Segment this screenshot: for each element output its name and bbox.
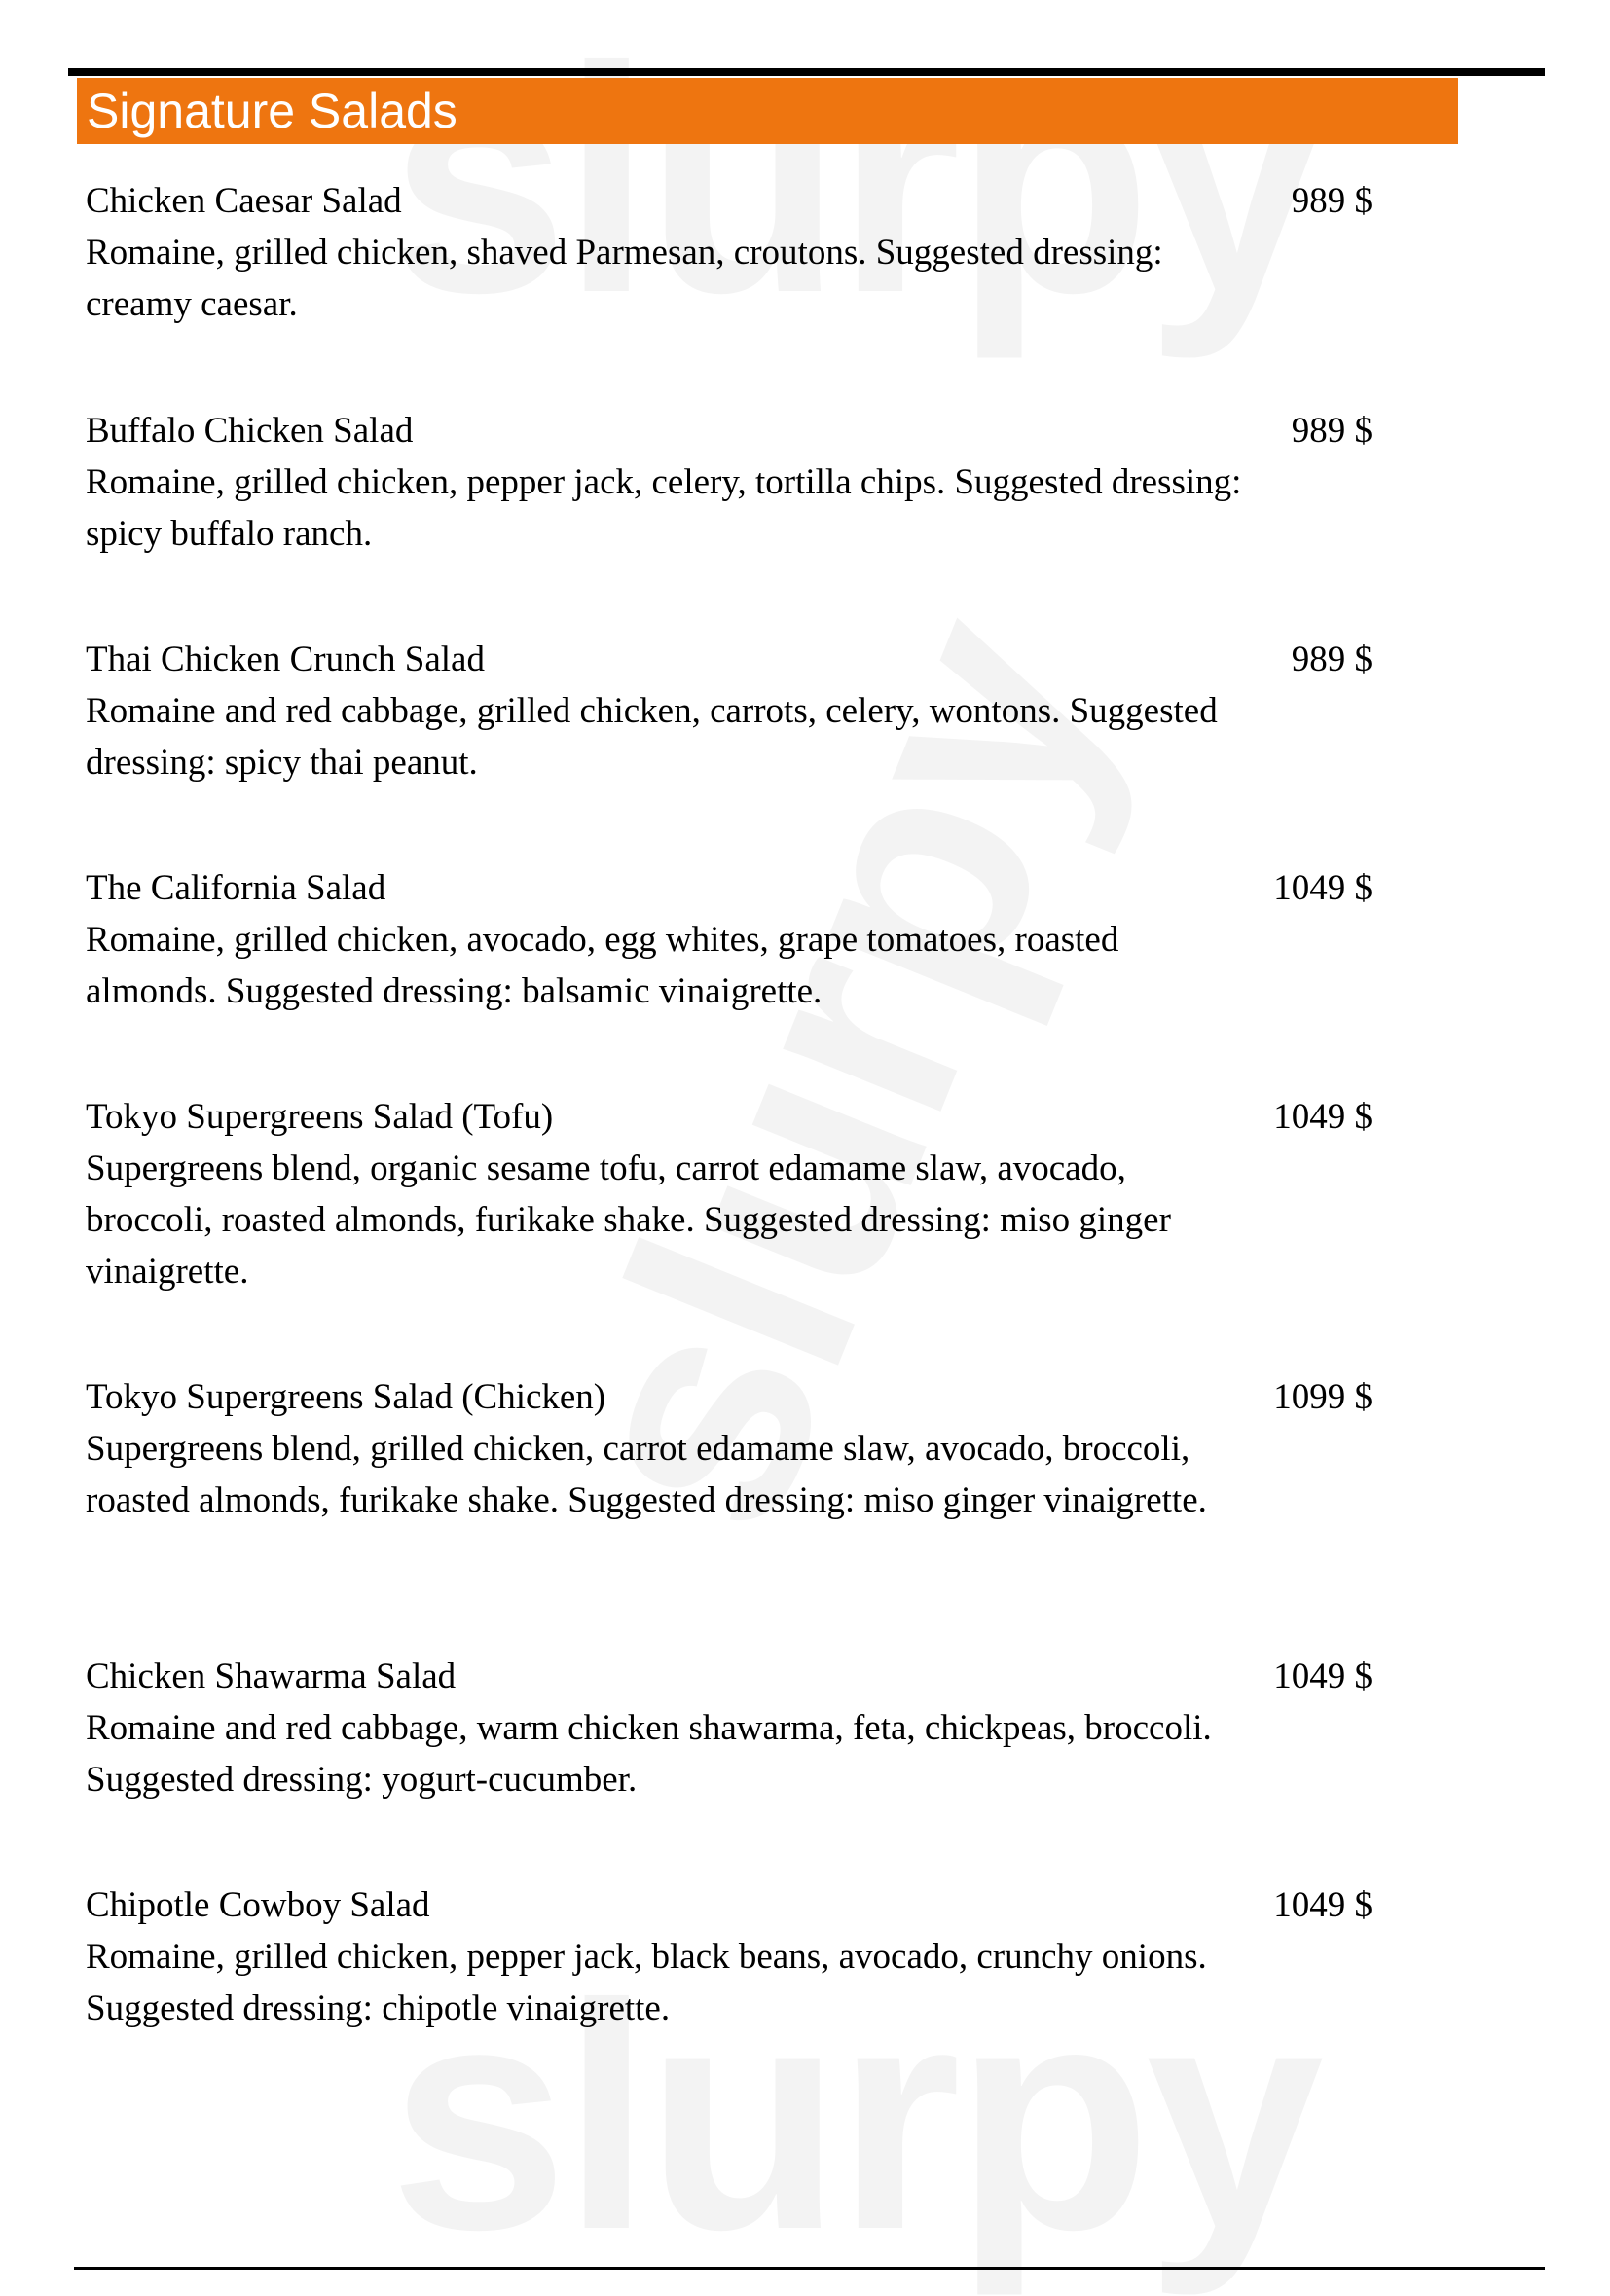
menu-item [86,405,1380,560]
menu-item [86,1091,1380,1297]
menu-item-description: Supergreens blend, grilled chicken, carrot edamame slaw, avocado, broccoli, roasted almonds, furikake shake. Suggested dressing: miso ginger vinaigrette. [86,1429,1207,1520]
menu-item-description: Romaine and red cabbage, warm chicken shawarma, feta, chickpeas, broccoli. Suggested dressing: yogurt-cucumber. [86,1708,1212,1800]
menu-item-description: Romaine, grilled chicken, pepper jack, black beans, avocado, crunchy onions. Suggested dressing: chipotle vinaigrette. [86,1937,1207,2028]
menu-item [86,862,1380,1017]
menu-item-name: The California Salad [86,868,386,908]
menu-item-name: Tokyo Supergreens Salad (Tofu) [86,1097,554,1137]
menu-item-name: Chipotle Cowboy Salad [86,1885,430,1925]
menu-item [86,175,1380,330]
menu-item-name: Thai Chicken Crunch Salad [86,639,485,679]
menu-item-price: 989 $ [1291,181,1372,221]
menu-item-price: 1049 $ [1273,1097,1372,1137]
menu-item-price: 989 $ [1291,639,1372,679]
menu-item-name: Buffalo Chicken Salad [86,411,414,451]
menu-item-price: 1099 $ [1273,1377,1372,1417]
menu-item-name: Tokyo Supergreens Salad (Chicken) [86,1377,606,1417]
menu-item-price: 989 $ [1291,411,1372,451]
menu-item-description: Supergreens blend, organic sesame tofu, carrot edamame slaw, avocado, broccoli, roasted almonds, furikake shake. Suggested dressing: miso ginger vinaigrette. [86,1148,1171,1292]
menu-item [86,1371,1380,1526]
menu-item-description: Romaine and red cabbage, grilled chicken, carrots, celery, wontons. Suggested dressing: spicy thai peanut. [86,691,1218,783]
menu-item [86,1651,1380,1805]
menu-item-price: 1049 $ [1273,868,1372,908]
menu-item-name: Chicken Shawarma Salad [86,1657,457,1696]
section-title: Signature Salads [87,84,457,138]
menu-item-description: Romaine, grilled chicken, shaved Parmesan, croutons. Suggested dressing: creamy caesar. [86,233,1163,324]
top-divider [68,68,1545,76]
bottom-divider [74,2267,1545,2270]
menu-item-description: Romaine, grilled chicken, pepper jack, celery, tortilla chips. Suggested dressing: spicy buffalo ranch. [86,462,1242,554]
menu-item-description: Romaine, grilled chicken, avocado, egg whites, grape tomatoes, roasted almonds. Suggested dressing: balsamic vinaigrette. [86,920,1119,1011]
menu-item [86,1879,1380,2034]
menu-item-price: 1049 $ [1273,1657,1372,1696]
menu-item [86,634,1380,788]
menu-item-price: 1049 $ [1273,1885,1372,1925]
section-header [77,78,1458,144]
menu-item-name: Chicken Caesar Salad [86,181,402,221]
